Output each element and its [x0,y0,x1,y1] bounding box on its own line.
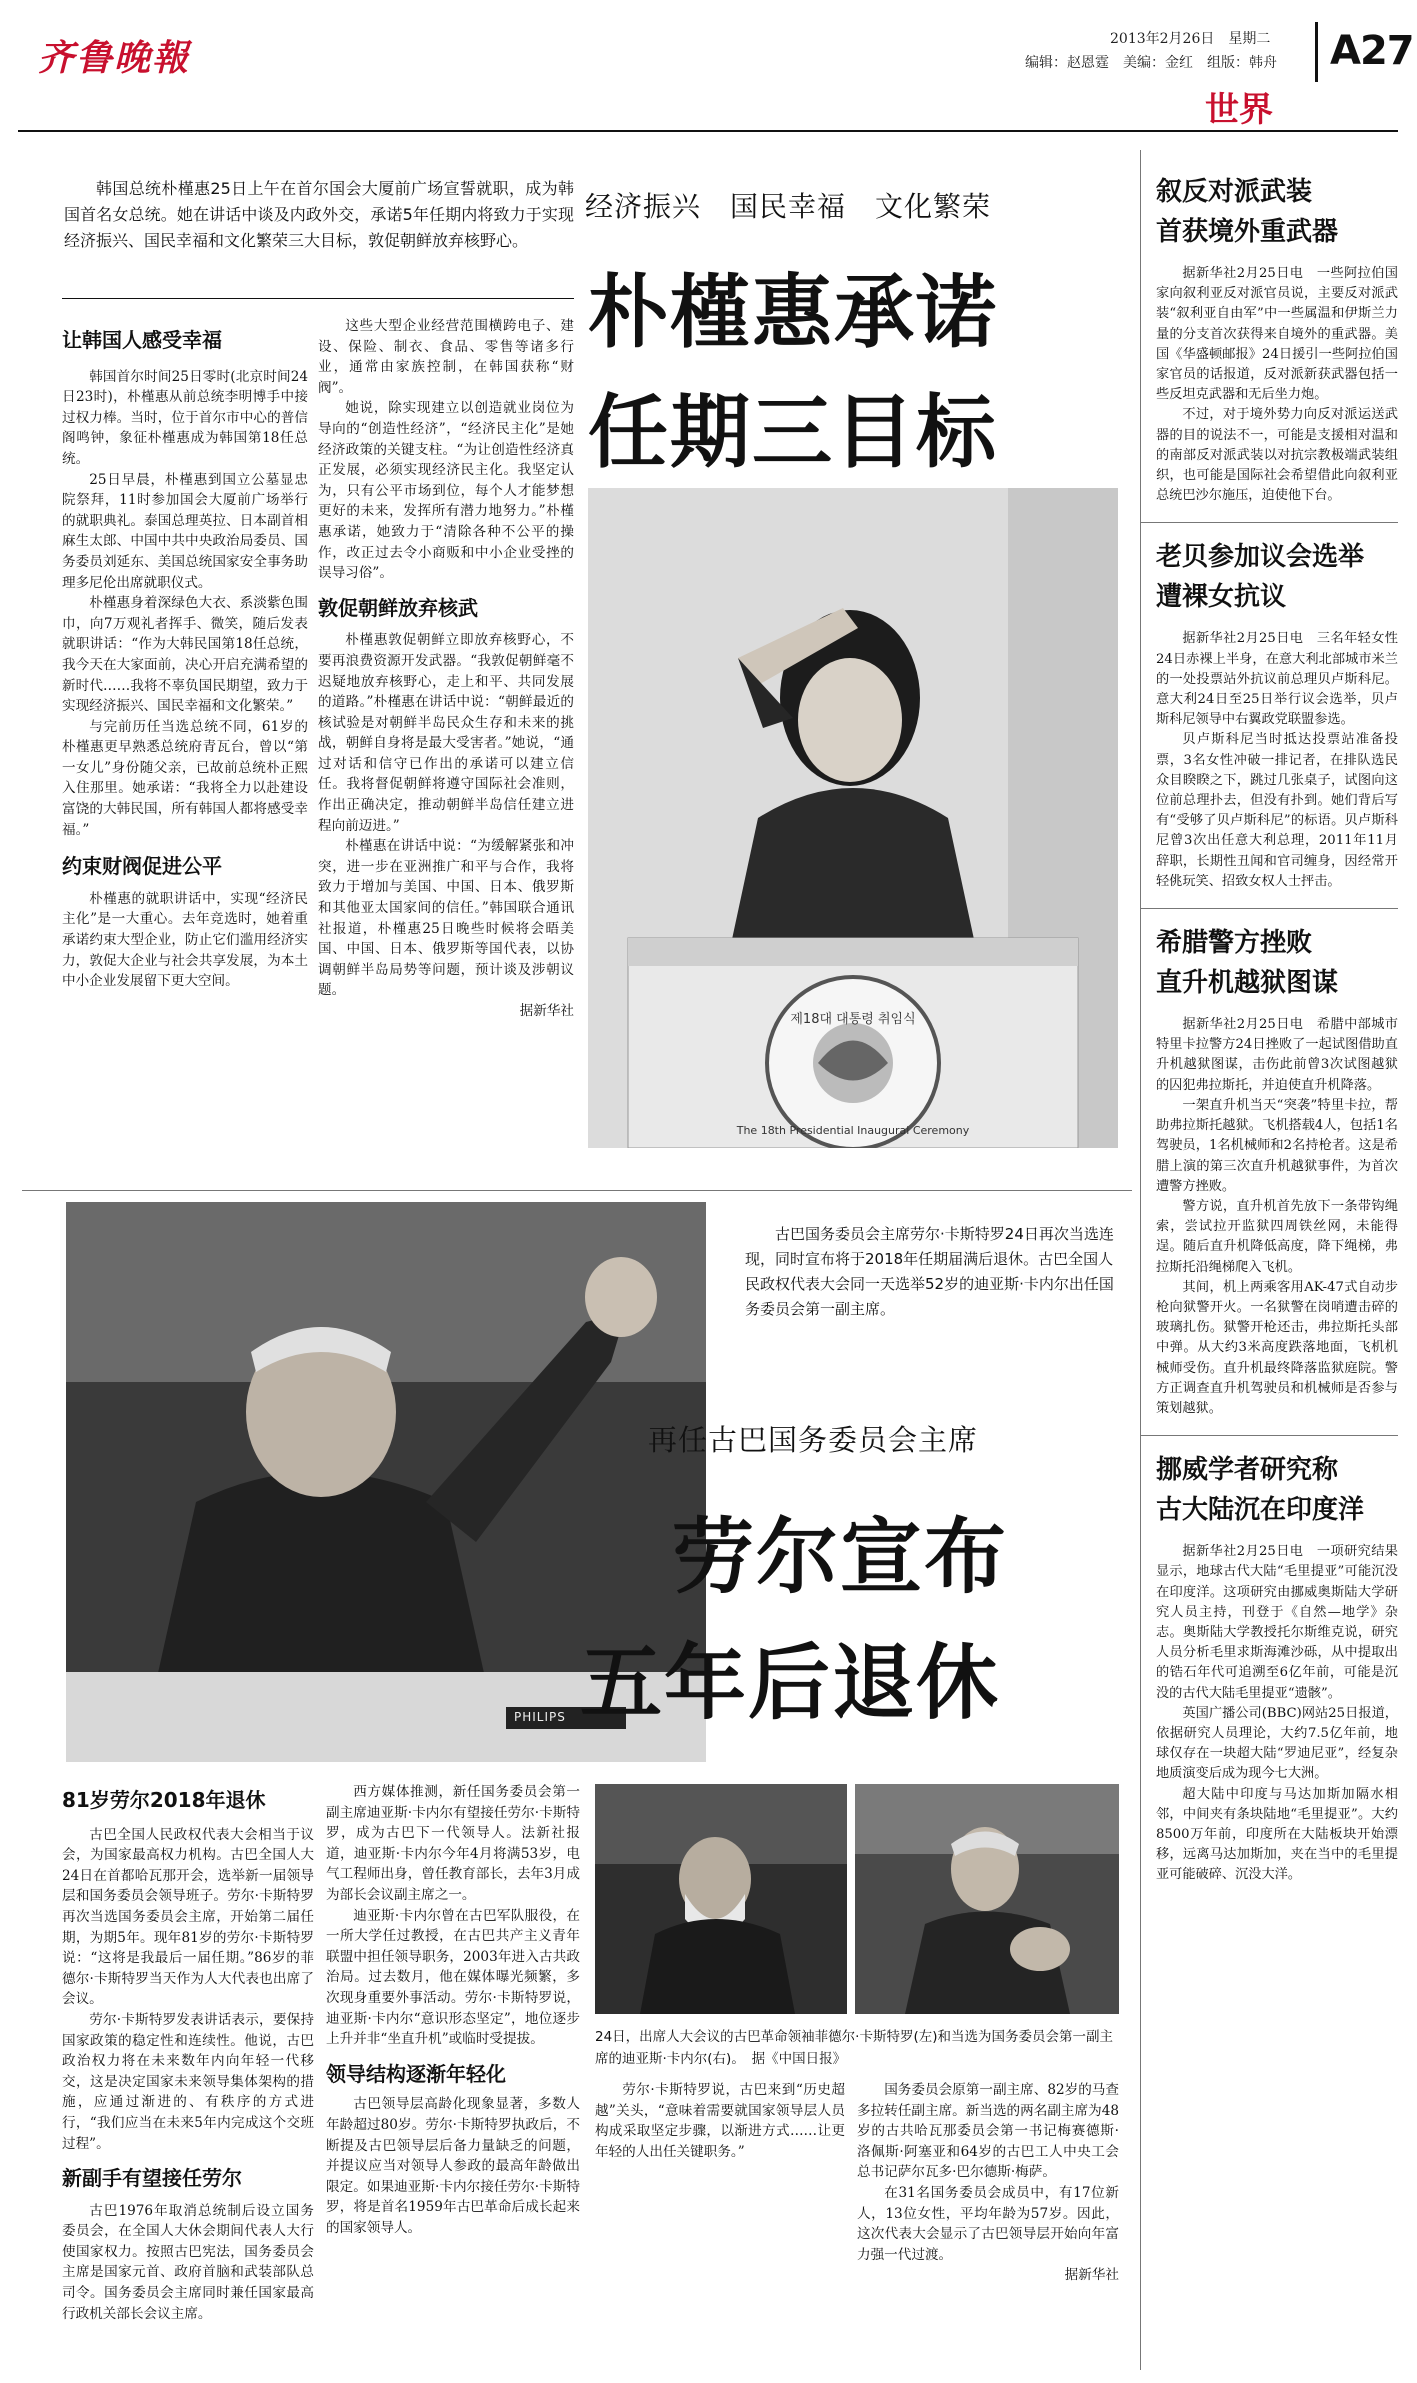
park-s1-p1: 韩国首尔时间25日零时(北京时间24日23时)，朴槿惠从前总统李明博手中接过权力棒。当时，位于首尔市中心的普信阁鸣钟，象征朴槿惠成为韩国第18任总统。 [62,368,308,467]
sidebar-headline: 直升机越狱图谋 [1156,968,1339,999]
sidebar-headline: 遭裸女抗议 [1156,582,1287,613]
raul-s3-p3: 国务委员会原第一副主席、82岁的马查多拉转任副主席。新当选的两名副主席为48岁的古共哈瓦那委员会第一书记梅赛德斯·洛佩斯·阿塞亚和64岁的古巴工人中央工会总书记萨尔瓦多·巴尔德斯·梅萨。 [857,2082,1119,2181]
sidebar-paragraph: 据新华社2月25日电 三名年轻女性24日赤裸上半身，在意大利北部城市米兰的一处投票站外抗议前总理贝卢斯科尼。意大利24日至25日举行议会选举，贝卢斯科尼领导中右翼政党联盟参选。 [1156,631,1398,728]
sidebar-paragraph: 据新华社2月25日电 一项研究结果显示，地球古代大陆“毛里提亚”可能沉没在印度洋。这项研究由挪威奥斯陆大学研究人员主持，刊登于《自然—地学》杂志。奥斯陆大学教授托尔斯维克说，研究人员分析毛里求斯海滩沙砾，从中提取出的锆石年代可追溯至6亿年前，可能是沉没的古代大陆毛里提亚“遗骸”。 [1156,1544,1398,1701]
park-s2-p1: 朴槿惠的就职讲话中，实现“经济民主化”是一大重心。去年竞选时，她着重承诺约束大型企业，防止它们滥用经济实力，敦促大企业与社会共享发展，为本土中小企业发展留下更大空间。 [62,890,308,990]
sidebar-headline: 叙反对派武装 [1156,177,1313,207]
sidebar-rule [1140,908,1398,909]
park-s2-p2: 这些大型企业经营范围横跨电子、建设、保险、制衣、食品、零售等诸多行业，通常由家族控制，在韩国获称“财阀”。 [318,318,574,396]
staff-line: 编辑：赵恩霆 美编：金红 组版：韩舟 [1025,55,1277,71]
header-divider [1315,22,1318,82]
sidebar-headline: 挪威学者研究称 [1156,1455,1339,1486]
sidebar-story-norway [1156,1450,1398,1885]
page-number: A27 [1330,28,1414,74]
park-intro-rule [62,298,574,299]
raul-s3-p4: 在31名国务委员会成员中，有17位新人，13位女性，平均年龄为57岁。因此，这次代表大会显示了古巴领导层开始向年富力强一代过渡。 [857,2184,1119,2263]
sidebar-paragraph: 其间，机上两乘客用AK-47式自动步枪向狱警开火。一名狱警在岗哨遭击碎的玻璃扎伤。狱警开枪还击，弗拉斯托头部中弹。从大约3米高度跌落地面，飞机机械师受伤。直升机最终降落监狱庭院。警方正调查直升机驾驶员和机械师是否参与策划越狱。 [1156,1279,1398,1416]
sidebar-story-greece [1156,923,1398,1419]
raul-s2-p3: 迪亚斯·卡内尔曾在古巴军队服役，在一所大学任过教授，在古巴共产主义青年联盟中担任领导职务，2003年进入古共政治局。过去数月，他在媒体曝光频繁，多次现身重要外事活动。劳尔·卡斯特罗说，迪亚斯·卡内尔“意识形态坚定”，地位逐步上升并非“坐直升机”或临时受提拔。 [326,1907,580,2048]
newspaper-logo: 齐鲁晚報 [38,37,191,79]
sidebar-headline: 古大陆沉在印度洋 [1156,1495,1365,1526]
sidebar [1156,172,1398,1886]
sidebar-story-syria [1156,172,1398,506]
raul-subhead-younger: 领导结构逐渐年轻化 [326,2061,506,2086]
raul-headline-2: 五年后退休 [580,1636,1001,1731]
sidebar-paragraph: 警方说，直升机首先放下一条带钩绳索，尝试拉开监狱四周铁丝网，未能得逞。随后直升机降低高度，降下绳梯，弗拉斯托沿绳梯爬入飞机。 [1156,1198,1398,1275]
raul-kicker: 再任古巴国务委员会主席 [648,1423,979,1457]
sidebar-rule [1140,1435,1398,1436]
raul-s2-p2: 西方媒体推测，新任国务委员会第一副主席迪亚斯·卡内尔有望接任劳尔·卡斯特罗，成为古巴下一代领导人。法新社报道，迪亚斯·卡内尔今年4月将满53岁，电气工程师出身，曾任教育部长，去年3月成为部长会议副主席之一。 [326,1784,580,1903]
park-intro-text: 韩国总统朴槿惠25日上午在首尔国会大厦前广场宣誓就职，成为韩国首名女总统。她在讲话中谈及内政外交，承诺5年任期内将致力于实现经济振兴、国民幸福和文化繁荣三大目标，敦促朝鲜放弃核野心。 [64,179,574,250]
fidel-photo [595,1784,847,2014]
sidebar-divider [1140,150,1141,2370]
sidebar-headline: 首获境外重武器 [1156,217,1339,247]
raul-column-3 [595,2080,845,2162]
park-s2-p3: 她说，除实现建立以创造就业岗位为导向的“创造性经济”，“经济民主化”是她经济政策的关键支柱。“为让创造性经济真正发展，必须实现经济民主化。我坚定认为，只有公平市场到位，每个人才能梦想更好的未来，发挥所有潜力地努力。”朴槿惠承诺，她致力于“清除各种不公平的操作，改正过去令小商贩和中小企业受挫的误导习俗”。 [318,400,574,582]
raul-byline: 据新华社 [1064,2267,1119,2284]
park-kicker: 经济振兴 国民幸福 文化繁荣 [585,190,992,223]
park-headline-2: 任期三目标 [588,386,998,479]
coat-shape [728,788,978,958]
section-title: 世界 [1205,90,1273,130]
raul-s3-p2: 劳尔·卡斯特罗说，古巴来到“历史超越”关头，“意味着需要就国家领导层人员构成采取坚定步骤，以渐进方式……让更年轻的人出任关键职务。” [595,2082,845,2160]
sidebar-paragraph: 英国广播公司(BBC)网站25日报道，依据研究人员理论，大约7.5亿年前，地球仅存在一块超大陆“罗迪尼亚”，经复杂地质演变后成为现今七大洲。 [1156,1705,1398,1782]
raul-column-1 [62,1790,314,2324]
park-s1-p4: 与完前历任当选总统不同，61岁的朴槿惠更早熟悉总统府青瓦台，曾以“第一女儿”身份随父亲，已故前总统朴正熙入住那里。她承诺：“我将全力以赴建设富饶的大韩民国，所有韩国人都将感受幸福。” [62,718,308,838]
diaz-canel-photo [855,1784,1119,2014]
sidebar-paragraph: 据新华社2月25日电 希腊中部城市特里卡拉警方24日挫败了一起试图借助直升机越狱图谋，击伤此前曾3次试图越狱的囚犯弗拉斯托，并迫使直升机降落。 [1156,1017,1398,1093]
park-photo [588,488,1118,1148]
raul-lead-caption-text: 古巴国务委员会主席劳尔·卡斯特罗24日再次当选连现，同时宣布将于2018年任期届满后退休。古巴全国人民政权代表大会同一天选举52岁的迪亚斯·卡内尔出任国务委员会第一副主席。 [745,1225,1114,1318]
park-headline-1: 朴槿惠承诺 [588,266,998,359]
date-line: 2013年2月26日 星期二 [1110,31,1271,47]
sidebar-paragraph: 据新华社2月25日电 一些阿拉伯国家向叙利亚反对派官员说，主要反对派武装“叙利亚自由军”中一些属温和伊斯兰力量的分支首次获得来自境外的重武器。美国《华盛顿邮报》24日援引一些阿拉伯国家官员的话报道，反对派新获武器包括一些反坦克武器和无后坐力炮。 [1156,266,1398,403]
park-intro [64,176,574,254]
park-column-1 [62,310,308,992]
park-subhead-nuclear: 敦促朝鲜放弃核武 [318,595,478,620]
sidebar-paragraph: 不过，对于境外势力向反对派运送武器的目的说法不一，可能是支援相对温和的南部反对派武装以对抗宗教极端武装组织，也可能是国际社会希望借此向叙利亚总统巴沙尔施压，迫使他下台。 [1156,407,1398,504]
sidebar-headline: 希腊警方挫败 [1156,928,1313,959]
park-byline: 据新华社 [519,1003,574,1019]
park-subhead-fairness: 约束财阀促进公平 [62,854,222,879]
park-photo-art [588,488,1118,1148]
park-s1-p2: 25日早晨，朴槿惠到国立公墓显忠院祭拜，11时参加国会大厦前广场举行的就职典礼。泰国总理英拉、日本副首相麻生太郎、中国中共中央政治局委员、国务委员刘延东、美国总统国家安全事务助理多尼伦出席就职仪式。 [62,471,308,591]
raul-subhead-successor: 新副手有望接任劳尔 [62,2166,242,2191]
park-s1-p3: 朴槿惠身着深绿色大衣、系淡紫色围巾，向7万观礼者挥手、微笑，随后发表就职讲话：“作为大韩民国第18任总统，我今天在大家面前，决心开启充满希望的新时代……我将不辜负国民期望，致力于实现经济振兴、国民幸福和文化繁荣。” [62,595,308,715]
sidebar-paragraph: 一架直升机当天“突袭”特里卡拉，帮助弗拉斯托越狱。飞机搭载4人，包括1名驾驶员，1名机械师和2名持枪者。这是希腊上演的第三次直升机越狱事件，为首次遭警方挫败。 [1156,1097,1398,1194]
park-s3-p1: 朴槿惠敦促朝鲜立即放弃核野心，不要再浪费资源开发武器。“我敦促朝鲜毫不迟疑地放弃核野心，走上和平、共同发展的道路。”朴槿惠在讲话中说：“朝鲜最近的核试验是对朝鲜半岛民众生存和未来的挑战，朝鲜自身将是最大受害者。”她说，“通过对话和信守已作出的承诺可以建立信任。我将督促朝鲜将遵守国际社会准则，作出正确决定，推动朝鲜半岛信任建立进程向前迈进。” [318,632,574,834]
park-column-2 [318,316,574,1022]
desk-sign-text: PHILIPS [514,1710,566,1724]
raul-column-2 [326,1782,580,2238]
park-subhead-happiness: 让韩国人感受幸福 [62,328,222,352]
raul-subhead-retire: 81岁劳尔2018年退休 [62,1788,266,1812]
sidebar-paragraph: 超大陆中印度与马达加斯加隔水相邻，中间夹有条块陆地“毛里提亚”。大约8500万年前，印度所在大陆板块开始漂移，远离马达加斯加，夹在当中的毛里提亚可能破碎、沉没大洋。 [1156,1786,1398,1883]
story-divider [22,1190,1132,1191]
park-s3-p2: 朴槿惠在讲话中说：“为缓解紧张和冲突，进一步在亚洲推广和平与合作，我将致力于增加与美国、中国、日本、俄罗斯和其他亚太国家间的信任。”韩国联合通讯社报道，朴槿惠25日晚些时候将会晤美国、中国、日本、俄罗斯等国代表，以协调朝鲜半岛局势等问题，预计谈及涉朝议题。 [318,838,574,999]
raul-lead-caption [745,1222,1123,1322]
raul-s1-p2: 劳尔·卡斯特罗发表讲话表示，要保持国家政策的稳定性和连续性。他说，古巴政治权力将在未来数年内向年轻一代移交，这是决定国家未来领导集体架构的措施，应通过渐进的、有秩序的方式进行，“我们应当在未来5年内完成这个交班过程”。 [62,2011,314,2152]
podium-english-text: The 18th Presidential Inaugural Ceremony [736,1124,970,1137]
sidebar-headline: 老贝参加议会选举 [1156,542,1365,573]
raised-hand [585,1257,657,1337]
header-rule [18,130,1398,132]
photo-pair-caption: 24日，出席人大会议的古巴革命领袖菲德尔·卡斯特罗(左)和当选为国务委员会第一副主席的迪亚斯·卡内尔(右)。 据《中国日报》 [595,2029,1114,2067]
sidebar-story-italy [1156,537,1398,892]
raul-column-4 [857,2080,1119,2286]
sidebar-rule [1140,522,1398,523]
sidebar-paragraph: 贝卢斯科尼当时抵达投票站准备投票，3名女性冲破一排记者，在排队选民众目睽睽之下，跳过几张桌子，试图向这位前总理扑去，但没有扑到。她们背后写有“受够了贝卢斯科尼”的标语。贝卢斯科尼曾3次出任意大利总理，2011年11月辞职，长期性丑闻和官司缠身，因经常开轻佻玩笑、招致女权人士抨击。 [1156,732,1398,889]
raul-s1-p1: 古巴全国人民政权代表大会相当于议会，为国家最高权力机构。古巴全国人大24日在首都哈瓦那开会，选举新一届领导层和国务委员会领导班子。劳尔·卡斯特罗再次当选国务委员会主席，开始第二届任期，为期5年。现年81岁的劳尔·卡斯特罗说：“这将是我最后一届任期。”86岁的菲德尔·卡斯特罗当天作为人大代表也出席了会议。 [62,1826,314,2008]
raul-s3-p1: 古巴领导层高龄化现象显著，多数人年龄超过80岁。劳尔·卡斯特罗执政后，不断提及古巴领导层后备力量缺乏的问题，并提议应当对领导人参政的最高年龄做出限定。如果迪亚斯·卡内尔接任劳尔·卡斯特罗，将是首名1959年古巴革命后成长起来的国家领导人。 [326,2096,580,2236]
raul-headline-1: 劳尔宣布 [672,1510,1009,1605]
raul-s2-p1: 古巴1976年取消总统制后设立国务委员会，在全国人大休会期间代表人大行使国家权力。按照古巴宪法，国务委员会主席是国家元首、政府首脑和武装部队总司令。国务委员会主席同时兼任国家最高行政机关部长会议主席。 [62,2202,314,2322]
podium-korean-text: 제18대 대통령 취임식 [790,1012,916,1027]
